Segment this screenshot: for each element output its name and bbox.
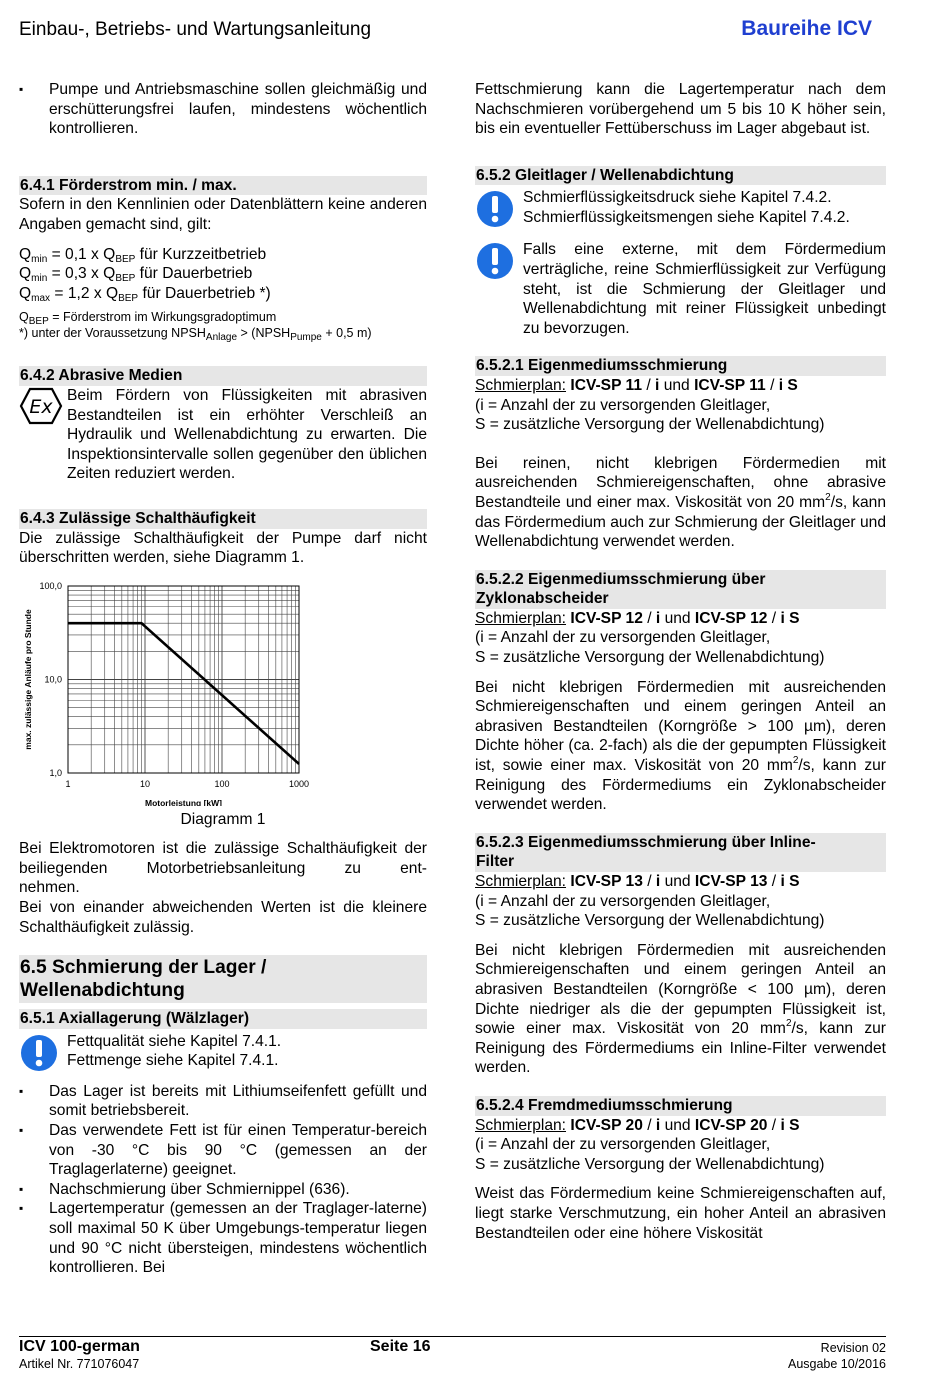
- paragraph: Fettschmierung kann die Lagertemperatur nach dem Nachschmieren vorübergehend um 5 bis 10 K höher sein, bis ein eventueller Fettüberschuss im Lager abgebaut ist.: [475, 81, 886, 138]
- svg-text:Ex: Ex: [29, 395, 53, 418]
- paragraph: Sofern in den Kennlinien oder Datenblättern keine anderen Angaben gemacht sind, gilt:: [19, 196, 427, 233]
- paragraph: Beim Fördern von Flüssigkeiten mit abrasiven Bestandteilen ist ein erhöhter Verschleiß an Hydraulik und Wellenabdichtung zu erwarten. Die Inspektionsintervalle sollen gegenüber den üblichen Zeiten reduziert werden.: [67, 386, 427, 483]
- x-tick-label: 1000: [288, 778, 310, 789]
- list-item: ▪ Das Lager ist bereits mit Lithiumseifenfett gefüllt und somit betriebsbereit.: [19, 1082, 427, 1121]
- footnote: $Q_{BEP}$ = Förderstrom im Wirkungsgradoptimum: [19, 310, 277, 328]
- lubrication-plan: Schmierplan: ICV-SP 11 / i und ICV-SP 11 / i S: [475, 376, 798, 394]
- plan-note: S = zusätzliche Versorgung der Wellenabdichtung): [475, 1155, 825, 1173]
- paragraph: Bei nicht klebrigen Fördermedien mit ausreichenden Schmiereigenschaften und einem geringen Anteil an abrasiven Bestandteilen (Korngröße < 100 µm), deren Dichte niedriger als die der gepumpten Flüssigkeit ist, sowie einer max. Viskosität von 20 $mm^2/s$, kann zur Reinigung des Fördermediums ein Inline-Filter verwendet werden.: [475, 941, 886, 1077]
- section-heading-6-5-2: 6.5.2 Gleitlager / Wellenabdichtung: [475, 166, 886, 186]
- x-tick-label: 10: [139, 778, 151, 789]
- footer-article-number: Artikel Nr. 771076047: [19, 1357, 140, 1371]
- paragraph: Bei Elektromotoren ist die zulässige Schalthäufigkeit der beiliegenden Motorbetriebsanleitung zu ent-: [19, 840, 427, 877]
- section-heading-6-5-1: 6.5.1 Axiallagerung (Wälzlager): [19, 1009, 427, 1029]
- footer-page-number: Seite 16: [370, 1338, 431, 1355]
- exclamation-icon: [475, 240, 523, 282]
- formula-line: $Q_{min} = 0,3$ x $Q_{BEP}$ für Dauerbetrieb: [19, 265, 253, 285]
- ex-warning-icon: [19, 386, 67, 428]
- section-heading-6-4-3: 6.4.3 Zulässige Schalthäufigkeit: [19, 509, 427, 529]
- footer-divider: [19, 1336, 886, 1337]
- x-axis-label: Motorleistung [kW]: [145, 797, 222, 806]
- plan-note: S = zusätzliche Versorgung der Wellenabdichtung): [475, 416, 825, 434]
- diagram-caption: Diagramm 1: [180, 810, 266, 828]
- info-block: [475, 188, 886, 230]
- list-item: ▪ Nachschmierung über Schmiernippel (636).: [19, 1180, 427, 1200]
- section-heading-6-5-2-4: 6.5.2.4 Fremdmediumsschmierung: [475, 1096, 886, 1116]
- y-axis-label: max. zulässige Anläufe pro Stunde: [23, 608, 33, 750]
- x-tick-label: 100: [214, 778, 230, 789]
- formula-line: $Q_{min} = 0,1$ x $Q_{BEP}$ für Kurzzeitbetrieb: [19, 245, 267, 265]
- y-tick-label: 10,0: [44, 674, 62, 685]
- formula-line: $Q_{max} = 1,2$ x $Q_{BEP}$ für Dauerbetrieb *): [19, 284, 271, 304]
- paragraph: nehmen.: [19, 879, 80, 897]
- paragraph: Bei von einander abweichenden Werten ist die kleinere Schalthäufigkeit zulässig.: [19, 899, 427, 936]
- section-heading-6-4-2: 6.4.2 Abrasive Medien: [19, 366, 427, 386]
- series-title: Baureihe ICV: [741, 17, 872, 40]
- note-text: Schmierflüssigkeitsmengen siehe Kapitel 7.4.2.: [523, 208, 850, 226]
- chart-svg: [19, 576, 427, 806]
- footer-revision: Revision 02: [820, 1341, 886, 1355]
- footer-doc-name: ICV 100-german: [19, 1338, 140, 1355]
- section-heading-6-5-2-1: 6.5.2.1 Eigenmediumsschmierung: [475, 356, 886, 376]
- section-heading-6-5-2-3: 6.5.2.3 Eigenmediumsschmierung über Inline- Filter: [475, 833, 886, 872]
- lubrication-plan: Schmierplan: ICV-SP 13 / i und ICV-SP 13 / i S: [475, 873, 800, 890]
- left-column: [19, 80, 427, 1278]
- exclamation-icon: [19, 1032, 67, 1074]
- section-heading-6-5: 6.5 Schmierung der Lager / Wellenabdichtung: [19, 955, 427, 1003]
- note-text: Falls eine externe, mit dem Fördermedium verträgliche, reine Schmierflüssigkeit zur Verfügung steht, ist die Schmierung der Gleitlager und Wellenabdichtung mit reiner Flüssigkeit unbedingt zu bevorzugen.: [523, 241, 886, 337]
- diagram-1-chart: [19, 576, 427, 806]
- series-line: [68, 623, 299, 764]
- plan-note: S = zusätzliche Versorgung der Wellenabdichtung): [475, 912, 825, 930]
- list-item: ▪ Pumpe und Antriebsmaschine sollen gleichmäßig und erschütterungsfrei laufen, mindestens wöchentlich kontrollieren.: [19, 80, 427, 139]
- paragraph: Bei reinen, nicht klebrigen Fördermedien mit ausreichenden Schmiereigenschaften, ohne abrasive Bestandteile und einer max. Viskosität von 20 $mm^2/s$, kann das Fördermedium auch zur Schmierung der Gleitlager und Wellenabdichtung verwendet werden.: [475, 454, 887, 551]
- lubrication-plan: Schmierplan: ICV-SP 12 / i und ICV-SP 12 / i S: [475, 609, 800, 627]
- note-text: Fettmenge siehe Kapitel 7.4.1.: [67, 1052, 279, 1070]
- y-tick-label: 100,0: [39, 580, 62, 591]
- note-text: Fettqualität siehe Kapitel 7.4.1.: [67, 1032, 282, 1050]
- paragraph: Bei nicht klebrigen Fördermedien mit ausreichenden Schmiereigenschaften und einem geringen Anteil an abrasiven Bestandteilen (Korngröße > 100 µm), deren Dichte höher (ca. 2-fach) als die der gepumpten Flüssigkeit ist, sowie einer max. Viskosität von 20 $mm^2/s$, kann zur Reinigung des Fördermediums ein Zyklonabscheider verwendet werden.: [475, 678, 886, 814]
- paragraph: Die zulässige Schalthäufigkeit der Pumpe darf nicht überschritten werden, siehe Diagramm 1.: [19, 529, 427, 567]
- y-tick-label: 1,0: [49, 767, 62, 778]
- exclamation-icon: [475, 188, 523, 230]
- info-block: [19, 1032, 427, 1074]
- x-tick-label: 1: [65, 778, 71, 789]
- plan-note: (i = Anzahl der zu versorgenden Gleitlager,: [475, 629, 771, 647]
- lubrication-plan: Schmierplan: ICV-SP 20 / i und ICV-SP 20 / i S: [475, 1116, 800, 1134]
- right-column: [475, 80, 886, 1243]
- list-item: ▪ Lagertemperatur (gemessen an der Traglager-laterne) soll maximal 50 K über Umgebungs-temperatur liegen und 90 °C nicht übersteigen, mindestens wöchentlich kontrollieren. Bei: [19, 1199, 427, 1277]
- list-item: ▪ Das verwendete Fett ist für einen Temperatur-bereich von -30 °C bis 90 °C (gemessen an der Traglagerlaterne) geeignet.: [19, 1121, 427, 1180]
- footer-edition: Ausgabe 10/2016: [787, 1357, 886, 1371]
- plan-note: (i = Anzahl der zu versorgenden Gleitlager,: [475, 892, 771, 910]
- note-text: Schmierflüssigkeitsdruck siehe Kapitel 7.4.2.: [523, 189, 832, 207]
- plan-note: (i = Anzahl der zu versorgenden Gleitlager,: [475, 1136, 771, 1154]
- plan-note: S = zusätzliche Versorgung der Wellenabdichtung): [475, 649, 825, 667]
- ex-warning-block: [19, 386, 427, 484]
- plan-note: (i = Anzahl der zu versorgenden Gleitlager,: [475, 396, 771, 414]
- footnote: *) unter der Voraussetzung $NPSH_{Anlage}$ > ($NPSH_{Pumpe} + 0,5$ m): [19, 326, 372, 344]
- document-title: Einbau-, Betriebs- und Wartungsanleitung: [19, 19, 372, 40]
- section-heading-6-5-2-2: 6.5.2.2 Eigenmediumsschmierung über Zyklonabscheider: [475, 570, 886, 609]
- section-heading-6-4-1: 6.4.1 Förderstrom min. / max.: [19, 176, 427, 196]
- paragraph: Weist das Fördermedium keine Schmiereigenschaften auf, liegt starke Verschmutzung, ein hoher Anteil an abrasiven Bestandteilen oder eine höhere Viskosität: [475, 1185, 886, 1242]
- info-block: [475, 240, 886, 338]
